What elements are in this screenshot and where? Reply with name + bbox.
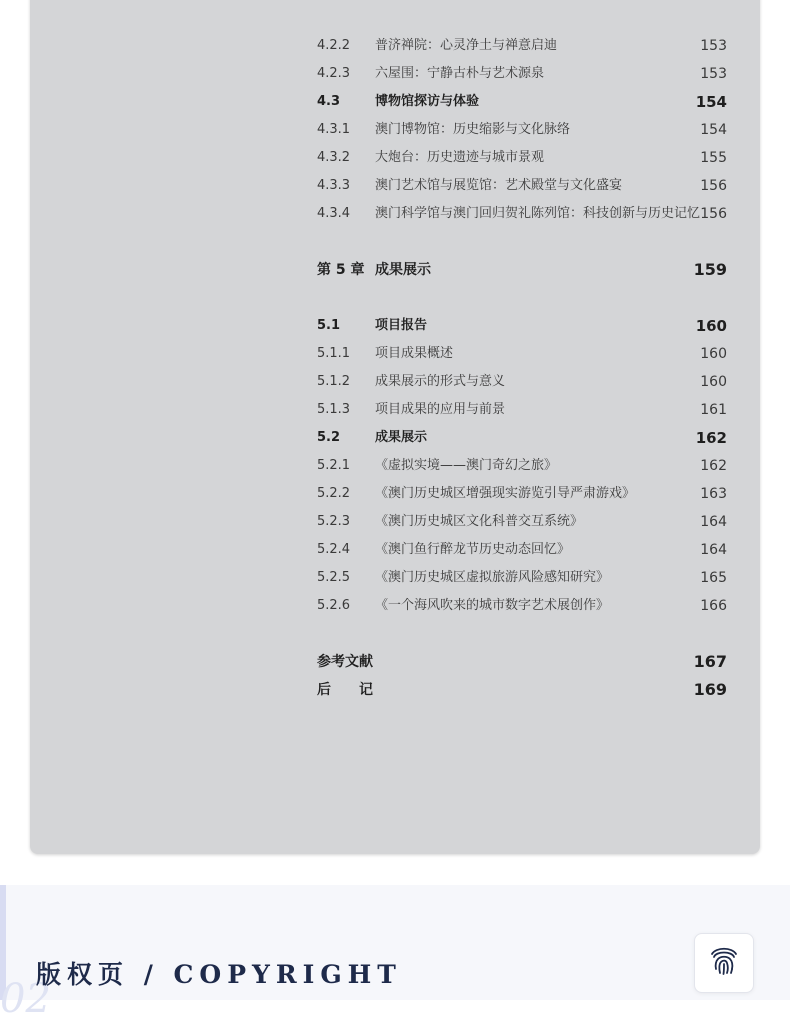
toc-number: 5.2.6 [317,598,351,613]
toc-number: 4.2.2 [317,38,351,53]
toc-title: 项目报告 [375,318,428,333]
toc-title: 《一个海风吹来的城市数字艺术展创作》 [375,598,610,613]
toc-number: 5.1.1 [317,346,351,361]
toc-title: 《澳门历史城区虚拟旅游风险感知研究》 [375,570,610,585]
toc-page: 164 [700,514,727,530]
toc-page: 162 [700,458,727,474]
toc-page: 164 [700,542,727,558]
toc-number: 后 记 [317,682,373,698]
toc-number: 5.2.5 [317,570,351,585]
toc-page: 156 [700,206,727,222]
toc-entry-5-2[interactable] [317,424,727,452]
toc-number: 4.3.4 [317,206,351,221]
toc-title: 博物馆探访与体验 [375,94,480,109]
toc-number: 4.3.1 [317,122,351,137]
toc-number: 5.2.2 [317,486,351,501]
toc-page: 156 [700,178,727,194]
toc-page: 160 [700,346,727,362]
toc-page: 154 [695,93,727,111]
toc-entry-4-3-1[interactable] [317,116,727,144]
spacer [317,228,727,256]
toc-entry-5-2-4[interactable] [317,536,727,564]
toc-page: 167 [693,652,727,671]
toc-entry-5-1-1[interactable] [317,340,727,368]
toc-entry-5-1[interactable] [317,312,727,340]
toc-entry-4-3-4[interactable] [317,200,727,228]
toc-title: 大炮台：历史遗迹与城市景观 [375,150,545,165]
toc-entry-4-2-2[interactable] [317,32,727,60]
toc-number: 4.3.3 [317,178,351,193]
toc-title: 澳门博物馆：历史缩影与文化脉络 [375,122,571,137]
toc-title: 《虚拟实境——澳门奇幻之旅》 [375,458,558,473]
toc-title: 成果展示的形式与意义 [375,374,506,389]
toc-title: 项目成果的应用与前景 [375,402,506,417]
toc-entry-5-1-3[interactable] [317,396,727,424]
toc-entry-chapter-5[interactable] [317,256,727,284]
toc-number: 5.2.4 [317,542,351,557]
spacer [317,284,727,312]
toc-entry-5-2-6[interactable] [317,592,727,620]
toc-title: 成果展示 [375,262,431,278]
toc-entry-references[interactable] [317,648,727,676]
toc-entry-5-1-2[interactable] [317,368,727,396]
toc-number: 5.1 [317,318,341,333]
copyright-section [0,885,790,1022]
toc-title: 《澳门历史城区文化科普交互系统》 [375,514,584,529]
spacer [317,620,727,648]
toc-page: 160 [700,374,727,390]
toc-number: 5.1.3 [317,402,351,417]
toc-entry-4-3[interactable] [317,88,727,116]
toc-title: 成果展示 [375,430,428,445]
toc-title: 普济禅院：心灵净土与禅意启迪 [375,38,558,53]
toc-title: 澳门科学馆与澳门回归贺礼陈列馆：科技创新与历史记忆 [375,206,701,221]
toc-entry-5-2-5[interactable] [317,564,727,592]
toc-page: 153 [700,66,727,82]
toc-title: 《澳门鱼行醉龙节历史动态回忆》 [375,542,571,557]
toc-number: 5.1.2 [317,374,351,389]
toc-page: 154 [700,122,727,138]
toc-number: 参考文献 [317,654,373,670]
toc-list [317,32,727,704]
toc-entry-5-2-1[interactable] [317,452,727,480]
toc-page: 163 [700,486,727,502]
toc-page: 159 [693,260,727,279]
toc-entry-afterword[interactable] [317,676,727,704]
toc-title: 六屋围：宁静古朴与艺术源泉 [375,66,545,81]
toc-number: 5.2.3 [317,514,351,529]
toc-title: 项目成果概述 [375,346,454,361]
toc-entry-4-2-3[interactable] [317,60,727,88]
toc-entry-4-3-3[interactable] [317,172,727,200]
toc-page: 155 [700,150,727,166]
toc-number: 4.2.3 [317,66,351,81]
toc-entry-4-3-2[interactable] [317,144,727,172]
toc-page: 165 [700,570,727,586]
toc-title: 澳门艺术馆与展览馆：艺术殿堂与文化盛宴 [375,178,623,193]
toc-page: 169 [693,680,727,699]
fingerprint-icon [710,946,738,980]
toc-entry-5-2-3[interactable] [317,508,727,536]
toc-panel [30,0,760,854]
copyright-title: 版权页 / COPYRIGHT [36,960,402,989]
toc-page: 161 [700,402,727,418]
toc-number: 4.3.2 [317,150,351,165]
toc-number: 5.2.1 [317,458,351,473]
watermark-number: 02 [0,976,51,1022]
toc-title: 《澳门历史城区增强现实游览引导严肃游戏》 [375,486,636,501]
toc-page: 160 [695,317,727,335]
toc-entry-5-2-2[interactable] [317,480,727,508]
fingerprint-button[interactable] [694,933,754,993]
toc-page: 153 [700,38,727,54]
toc-number: 4.3 [317,94,341,109]
toc-number: 5.2 [317,430,341,445]
toc-page: 162 [695,429,727,447]
toc-page: 166 [700,598,727,614]
toc-number: 第 5 章 [317,262,365,278]
